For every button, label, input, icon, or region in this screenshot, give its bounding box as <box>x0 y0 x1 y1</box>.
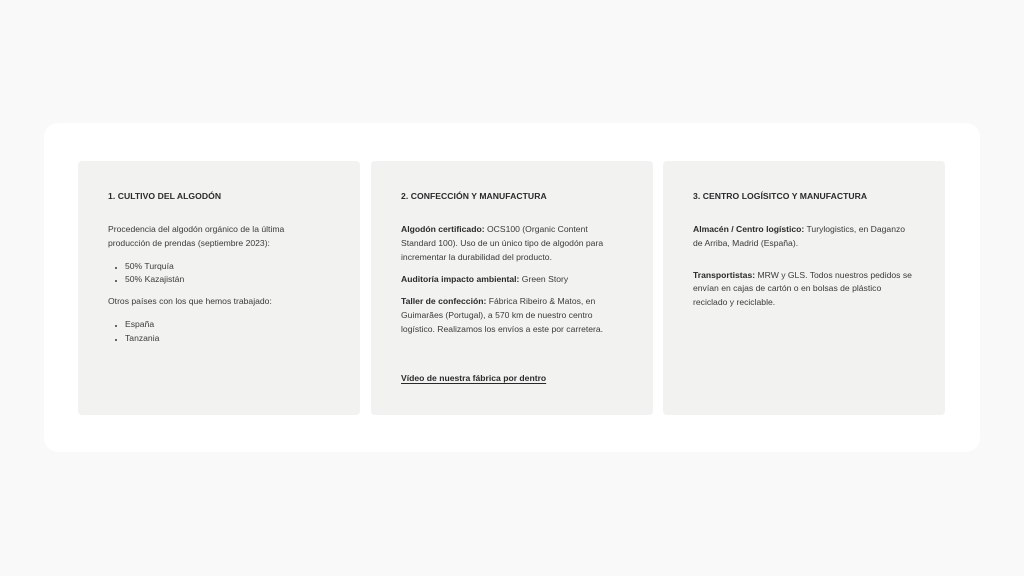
video-link-wrap <box>401 368 623 386</box>
info-panel <box>44 123 980 452</box>
card-title: 2. CONFECCIÓN Y MANUFACTURA <box>401 191 547 201</box>
cotton-origin-list <box>108 260 330 288</box>
manufacturing-card <box>371 161 653 415</box>
card-title: 1. CULTIVO DEL ALGODÓN <box>108 191 222 201</box>
workshop-text <box>401 295 623 336</box>
audit-value: Green Story <box>519 274 569 285</box>
audit-text <box>401 273 623 287</box>
list-item: • 50% Turquía <box>125 260 330 274</box>
certified-cotton-label: Algodón certificado: <box>401 224 485 234</box>
audit-label: Auditoría impacto ambiental: <box>401 274 520 285</box>
workshop-value: Fábrica Ribeiro & Matos, en Guimarães (Portugal), a 570 km de nuestro centro logístico. Realizamos los envíos a este por carretera. <box>401 296 604 334</box>
warehouse-label: Almacén / Centro logístico: <box>693 224 805 234</box>
workshop-label: Taller de confección: <box>401 296 487 307</box>
certified-cotton-value: OCS100 (Organic Content Standard 100). Uso de un único tipo de algodón para incrementar la durabilidad del producto. <box>401 224 604 262</box>
certified-cotton-text <box>401 223 623 264</box>
factory-video-link[interactable]: Vídeo de nuestra fábrica por dentro <box>401 372 547 383</box>
logistics-card <box>663 161 945 415</box>
transport-label: Transportistas: <box>693 269 756 280</box>
other-countries-list <box>108 318 330 346</box>
other-countries-intro: Otros países con los que hemos trabajado: <box>108 296 272 307</box>
warehouse-value: Turylogistics, en Daganzo de Arriba, Madrid (España). <box>693 224 906 248</box>
list-item: • España <box>125 318 330 332</box>
cotton-origin-intro: Procedencia del algodón orgánico de la última producción de prendas (septiembre 2023): <box>108 224 285 248</box>
list-item: • 50% Kazajistán <box>125 273 330 287</box>
cotton-cultivation-card <box>78 161 360 415</box>
card-title: 3. CENTRO LOGÍSITCO Y MANUFACTURA <box>693 191 868 201</box>
transport-value: MRW y GLS. Todos nuestros pedidos se envían en cajas de cartón o en bolsas de plástico reciclado y reciclable. <box>693 269 912 308</box>
transport-text <box>693 269 915 310</box>
list-item: • Tanzania <box>125 332 330 346</box>
warehouse-text <box>693 223 915 251</box>
